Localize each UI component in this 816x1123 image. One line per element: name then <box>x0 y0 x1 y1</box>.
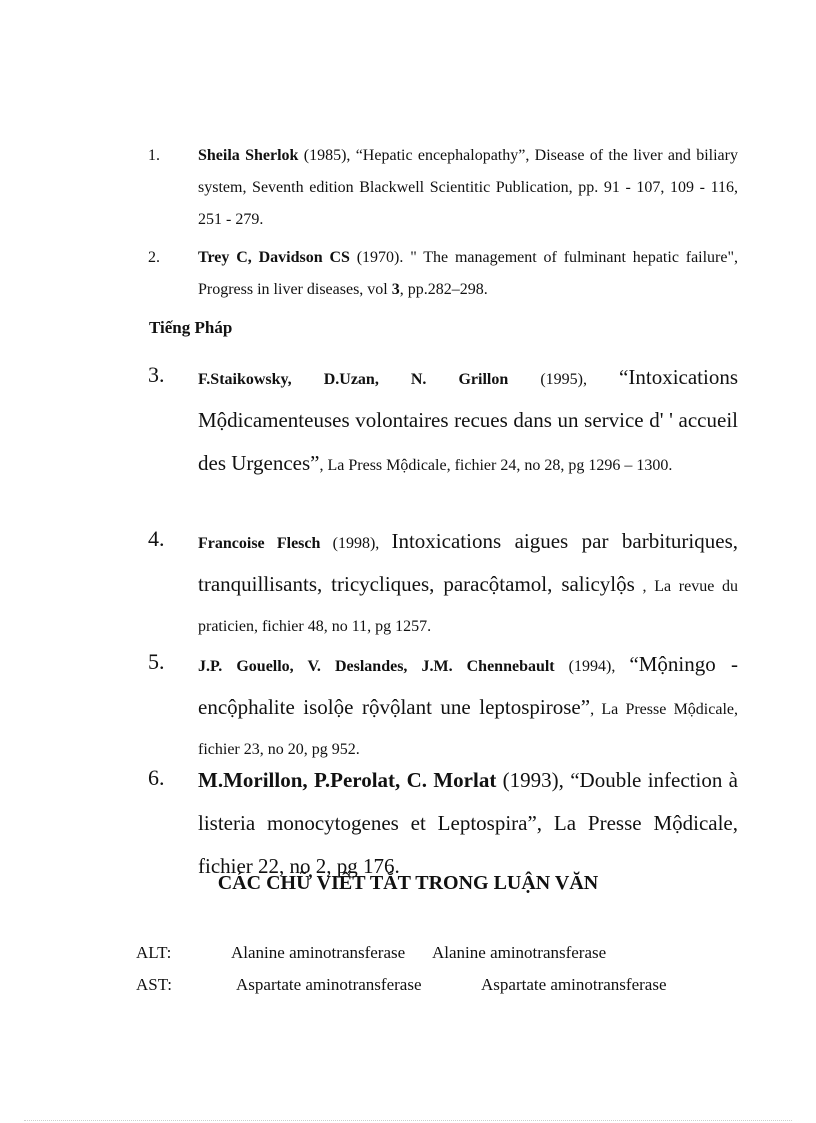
abbreviation-code: AST: <box>136 975 172 994</box>
reference-authors: J.P. Gouello, V. Deslandes, J.M. Chennebault <box>198 658 555 675</box>
section-heading: Tiếng Pháp <box>149 318 233 337</box>
reference-source: , Disease of the liver and biliary system, Seventh edition Blackwell Scientitic Publication, pp. 91 - 107, 109 - 116, 251 - 279. <box>198 147 738 228</box>
reference-authors: M.Morillon, P.Perolat, C. Morlat <box>198 768 497 792</box>
reference-authors: F.Staikowsky, D.Uzan, N. Grillon <box>198 371 509 388</box>
abbreviation-english: Aspartate aminotransferase <box>236 975 422 994</box>
reference-title: “Intoxications Mộdicamenteuses volontaires recues dans un service d' ' accueil des Urgences” <box>198 365 739 475</box>
reference-2 <box>148 242 738 306</box>
reference-number: 6. <box>148 765 165 790</box>
reference-4 <box>148 521 738 647</box>
reference-text <box>198 242 738 306</box>
abbreviations-title: CÁC CHỮ VIẾT TẮT TRONG LUẬN VĂN <box>217 872 599 894</box>
reference-text <box>198 140 738 236</box>
reference-source: , La Presse Mộdicale, fichier 23, no 20, pg 952. <box>198 701 738 758</box>
reference-3 <box>148 357 738 486</box>
reference-title: " The management of fulminant hepatic failure" <box>410 249 735 266</box>
reference-5 <box>148 644 738 770</box>
abbreviation-vietnamese: Alanine aminotransferase <box>432 943 607 962</box>
reference-pages: , pp.282–298. <box>399 281 488 298</box>
page-bottom-divider <box>24 1120 792 1121</box>
reference-number: 2. <box>148 249 160 266</box>
reference-text <box>198 357 738 486</box>
reference-6 <box>148 760 738 889</box>
reference-number: 5. <box>148 649 165 674</box>
reference-title: “Hepatic encephalopathy” <box>355 147 526 164</box>
reference-text <box>198 760 738 889</box>
abbreviation-english: Alanine aminotransferase <box>231 943 406 962</box>
reference-year: (1985), <box>298 147 356 164</box>
reference-1 <box>148 140 738 236</box>
reference-text <box>198 644 738 770</box>
reference-volume: 3 <box>391 281 400 298</box>
reference-text <box>198 521 738 647</box>
reference-authors: Francoise Flesch <box>198 535 321 552</box>
reference-source: , La Press Mộdicale, fichier 24, no 28, pg 1296 – 1300. <box>319 457 673 474</box>
reference-number: 1. <box>148 147 160 164</box>
reference-year: (1998), <box>320 535 392 552</box>
reference-year: (1994), <box>554 658 630 675</box>
reference-source: , La revue du praticien, fichier 48, no 11, pg 1257. <box>198 578 738 635</box>
reference-source: , Progress in liver diseases, vol <box>198 249 739 298</box>
reference-title: “Mộningo - encộphalite isolộe rộvộlant une leptospirose” <box>198 652 739 719</box>
reference-source: (1993), “Double infection à listeria monocytogenes et Leptospira”, La Presse Mộdicale, fichier 22, no 2, pg 176. <box>198 768 738 878</box>
abbreviation-vietnamese: Aspartate aminotransferase <box>481 975 667 994</box>
reference-year: (1995), <box>508 371 620 388</box>
reference-authors: Sheila Sherlok <box>198 147 299 164</box>
reference-title: Intoxications aigues par barbituriques, tranquillisants, tricycliques, paracộtamol, salicylộs <box>198 529 738 596</box>
reference-number: 4. <box>148 526 165 551</box>
abbreviation-code: ALT: <box>136 943 172 962</box>
reference-number: 3. <box>148 362 165 387</box>
reference-authors: Trey C, Davidson CS <box>198 249 350 266</box>
reference-year: (1970). <box>349 249 411 266</box>
